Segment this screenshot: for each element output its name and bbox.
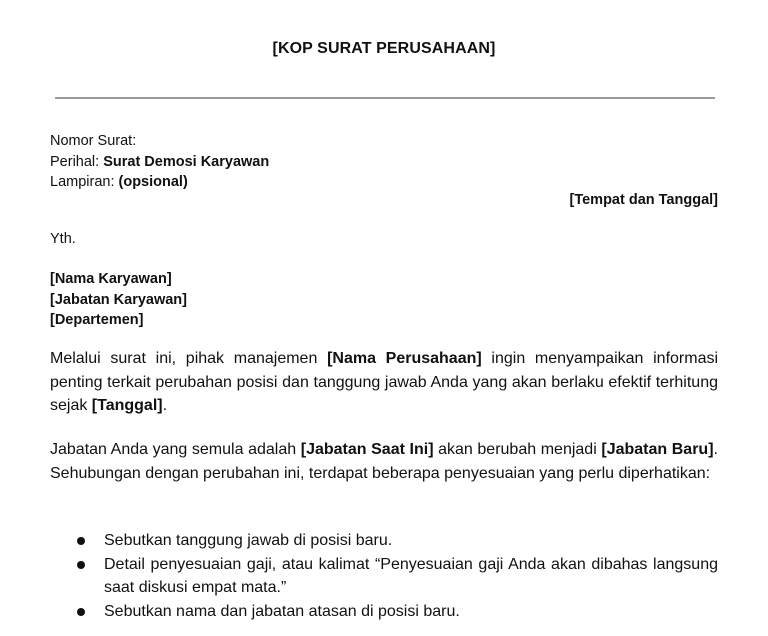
text-run: .	[162, 397, 168, 414]
lampiran-value: (opsional)	[118, 174, 188, 190]
list-item-text: Sebutkan tanggung jawab di posisi baru.	[104, 532, 393, 549]
bullet-icon	[77, 561, 85, 569]
company-name-placeholder: [Nama Perusahaan]	[327, 350, 482, 367]
perihal-label: Perihal:	[50, 153, 104, 170]
list-item	[50, 600, 718, 624]
perihal-value: Surat Demosi Karyawan	[103, 153, 270, 170]
recipient-department: [Departemen]	[50, 312, 144, 328]
body-paragraph-1	[50, 347, 718, 418]
salutation: Yth.	[50, 231, 76, 247]
header-divider	[55, 97, 715, 99]
nomor-surat-label: Nomor Surat:	[50, 133, 137, 149]
text-run: Melalui surat ini, pihak manajemen	[50, 350, 328, 367]
list-item-text: Sebutkan nama dan jabatan atasan di posisi baru.	[104, 602, 460, 620]
nomor-surat-line	[50, 131, 269, 152]
list-item	[50, 553, 718, 600]
adjustment-list	[50, 529, 718, 623]
recipient-position: [Jabatan Karyawan]	[50, 291, 187, 308]
text-run: . Sehubungan dengan perubahan ini, terdapat beberapa penyesuaian yang perlu diperhatikan:	[50, 441, 718, 482]
text-run: ingin menyampaikan informasi penting terkait perubahan posisi dan tanggung jawab Anda yang akan berlaku efektif terhitung sejak	[50, 350, 719, 414]
recipient-block	[50, 269, 187, 331]
letter-meta	[50, 131, 269, 193]
text-run: Jabatan Anda yang semula adalah	[50, 441, 301, 458]
current-position-placeholder: [Jabatan Saat Ini]	[300, 441, 434, 458]
new-position-placeholder: [Jabatan Baru]	[601, 441, 714, 458]
letterhead-title: [KOP SURAT PERUSAHAAN]	[272, 40, 496, 57]
list-item-text: Detail penyesuaian gaji, atau kalimat “Penyesuaian gaji Anda akan dibahas langsung saat diskusi empat mata.”	[104, 555, 718, 596]
place-and-date: [Tempat dan Tanggal]	[569, 192, 718, 208]
perihal-line	[50, 152, 269, 173]
list-item	[50, 529, 718, 553]
bullet-icon	[77, 608, 85, 616]
recipient-name: [Nama Karyawan]	[50, 271, 172, 287]
lampiran-line	[50, 172, 269, 193]
body-paragraph-2	[50, 438, 718, 485]
date-placeholder: [Tanggal]	[91, 397, 163, 414]
lampiran-label: Lampiran:	[50, 174, 119, 190]
text-run: akan berubah menjadi	[433, 441, 602, 458]
bullet-icon	[77, 537, 85, 545]
